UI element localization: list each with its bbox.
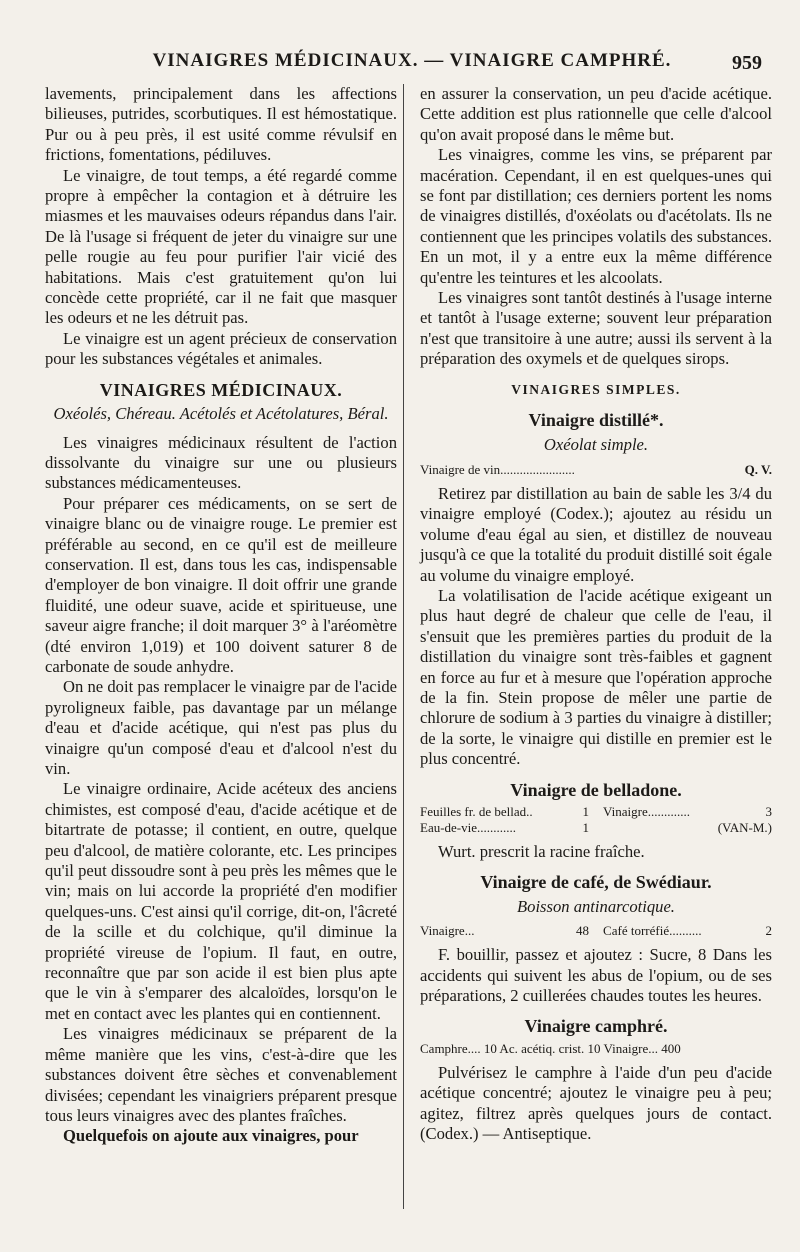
recipe-formula xyxy=(420,804,772,836)
formula-quantity: 2 xyxy=(765,923,772,939)
formula-ingredient: Feuilles fr. de bellad.. xyxy=(420,804,533,819)
section-subtitle: Oxéolés, Chéreau. Acétolés et Acétolatures, Béral. xyxy=(53,404,389,424)
paragraph: Les vinaigres, comme les vins, se préparent par macération. Cependant, il en est quelques-unes qui se font par distillation; ces derniers portent les noms de vinaigres distillés, d'oxéolats ou d'acétolats. Ils ne contiennent que les principes volatils des substances. En un mot, il y a entre eux la même différence qu'entre les teintures et les alcoolats. xyxy=(420,145,772,287)
formula-source: (VAN-M.) xyxy=(717,820,772,835)
paragraph: Les vinaigres sont tantôt destinés à l'usage interne et tantôt à l'usage externe; souvent leur préparation n'est que transitoire à une autre; aussi ils servent à la préparation des oxymels et de quelques sirops. xyxy=(420,288,772,369)
paragraph: lavements, principalement dans les affections bilieuses, putrides, scorbutiques. Il est hémostatique. Pur ou à peu près, il est usité comme révulsif en frictions, fomentations, pédiluves. xyxy=(45,84,397,165)
formula-ingredient: Eau-de-vie............ xyxy=(420,820,517,835)
paragraph: Les vinaigres médicinaux résultent de l'action dissolvante du vinaigre sur une ou plusieurs substances médicamenteuses. xyxy=(45,432,397,493)
paragraph: Pour préparer ces médicaments, on se sert de vinaigre blanc ou de vinaigre rouge. Le premier est préférable au second, en ce qu'il est de meilleure conservation. Il est, dans tous les cas, indispensable d'employer de bon vinaigre. Il doit offrir une grande fluidité, une odeur suave, acide et spiritueuse, une saveur aigre franche; il doit marquer 3° à l'aréomètre (dté environ 1,019) et 100 doivent saturer 8 de carbonate de soude anhydre. xyxy=(45,493,397,676)
paragraph: Le vinaigre ordinaire, Acide acéteux des anciens chimistes, est composé d'eau, d'acide acétique et de bitartrate de potasse; il contient, en outre, quelque peu d'alcool, de matière colorante, etc. Les principes qu'il peut dissoudre sont à peu près les mêmes que le vin; mais on lui accorde la propriété d'en modifier quelques-uns. C'est ainsi qu'il corrige, dit-on, l'âcreté de la scille et du colchique, qu'il diminue la propriété vireuse de l'opium. Il faut, en outre, reconnaître que par son acide il est bien plus apte que le vin à s'emparer des alcaloïdes, lorsqu'on le met en contact avec les plantes qui en contiennent. xyxy=(45,779,397,1023)
paragraph: Le vinaigre est un agent précieux de conservation pour les substances végétales et animales. xyxy=(45,328,397,369)
formula-quantity: 1 xyxy=(582,804,589,819)
column-divider xyxy=(403,84,404,1209)
formula-quantity: Q. V. xyxy=(744,461,772,477)
paragraph: en assurer la conservation, un peu d'acide acétique. Cette addition est plus rationnelle que celle d'alcool qu'on avait proposé dans le même but. xyxy=(420,84,772,144)
paragraph: Retirez par distillation au bain de sable les 3/4 du vinaigre employé (Codex.); ajoutez au résidu un volume d'eau égal au sien, et distillez de nouveau jusqu'à ce que la totalité du produit distillé soit égale au volume du vinaigre employé. xyxy=(420,483,772,585)
paragraph: La volatilisation de l'acide acétique exigeant un plus haut degré de chaleur que celle de l'eau, il s'ensuit que les premières parties du produit de la distillation du vinaigre sont très-faibles et gagnent en force au fur et à mesure que l'opération approche de la fin. Stein propose de mêler une partie de chlorure de sodium à 3 parties du vinaigre à distiller; de la sorte, le vinaigre qui distille en premier est le plus concentré. xyxy=(420,585,772,769)
formula-quantity: 3 xyxy=(765,804,772,819)
formula-quantity: 1 xyxy=(582,820,589,835)
left-column xyxy=(45,84,397,1147)
paragraph: Pulvérisez le camphre à l'aide d'un peu d'acide acétique concentré; ajoutez le vinaigre peu à peu; agitez, filtrez après quelques jours de contact. (Codex.) — Antiseptique. xyxy=(420,1062,772,1144)
recipe-formula xyxy=(420,461,772,478)
paragraph: Les vinaigres médicinaux se préparent de la même manière que les vins, c'est-à-dire que les substances doivent être sèches et convenablement divisées; cependant les vinaigriers préparent presque tous leurs vinaigres avec des plantes fraîches. xyxy=(45,1024,397,1125)
formula-ingredient: Vinaigre............. xyxy=(603,804,690,819)
recipe-title: Vinaigre camphré. xyxy=(524,1016,668,1037)
paragraph: Wurt. prescrit la racine fraîche. xyxy=(438,842,645,861)
formula-ingredient: Café torréfié.......... xyxy=(603,923,702,939)
recipe-title: Vinaigre de café, de Swédiaur. xyxy=(480,872,712,893)
formula-quantity: 48 xyxy=(575,923,589,939)
paragraph: Le vinaigre, de tout temps, a été regardé comme propre à empêcher la contagion et à détruire les miasmes et les mauvaises odeurs répandus dans l'air. De là l'usage si fréquent de jeter du vinaigre sur une pelle rougie au feu pour purifier l'air vicié des habitations. Mais c'est gratuitement qu'on lui concède cette propriété, car il ne fait que masquer les odeurs et ne les détruit pas. xyxy=(45,165,397,328)
formula-ingredient: Vinaigre... xyxy=(420,923,475,939)
recipe-formula xyxy=(420,923,772,939)
subsection-heading: VINAIGRES SIMPLES. xyxy=(511,381,681,397)
recipe-formula: Camphre.... 10 Ac. acétiq. crist. 10 Vinaigre... 400 xyxy=(420,1040,681,1056)
right-column xyxy=(420,84,772,1144)
formula-ingredient: Vinaigre de vin....................... xyxy=(420,461,575,477)
recipe-title: Vinaigre de belladone. xyxy=(510,779,682,800)
running-head: VINAIGRES MÉDICINAUX. — VINAIGRE CAMPHRÉ. xyxy=(152,50,672,71)
paragraph: Quelquefois on ajoute aux vinaigres, pour xyxy=(63,1126,359,1146)
page-number: 959 xyxy=(732,52,762,74)
recipe-subtitle: Boisson antinarcotique. xyxy=(517,896,675,916)
recipe-subtitle: Oxéolat simple. xyxy=(543,434,649,454)
paragraph: F. bouillir, passez et ajoutez : Sucre, 8 Dans les accidents qui suivent les abus de l'opium, ou de ses préparations, 2 cuillerées chaudes toutes les heures. xyxy=(420,945,772,1006)
recipe-title: Vinaigre distillé*. xyxy=(528,410,664,431)
paragraph: On ne doit pas remplacer le vinaigre par de l'acide pyroligneux faible, pas davantage par un mélange d'eau et d'acide acétique, qui n'est pas plus du vinaigre qu'un composé d'eau et d'alcool n'est du vin. xyxy=(45,677,397,778)
section-title: VINAIGRES MÉDICINAUX. xyxy=(99,379,343,400)
